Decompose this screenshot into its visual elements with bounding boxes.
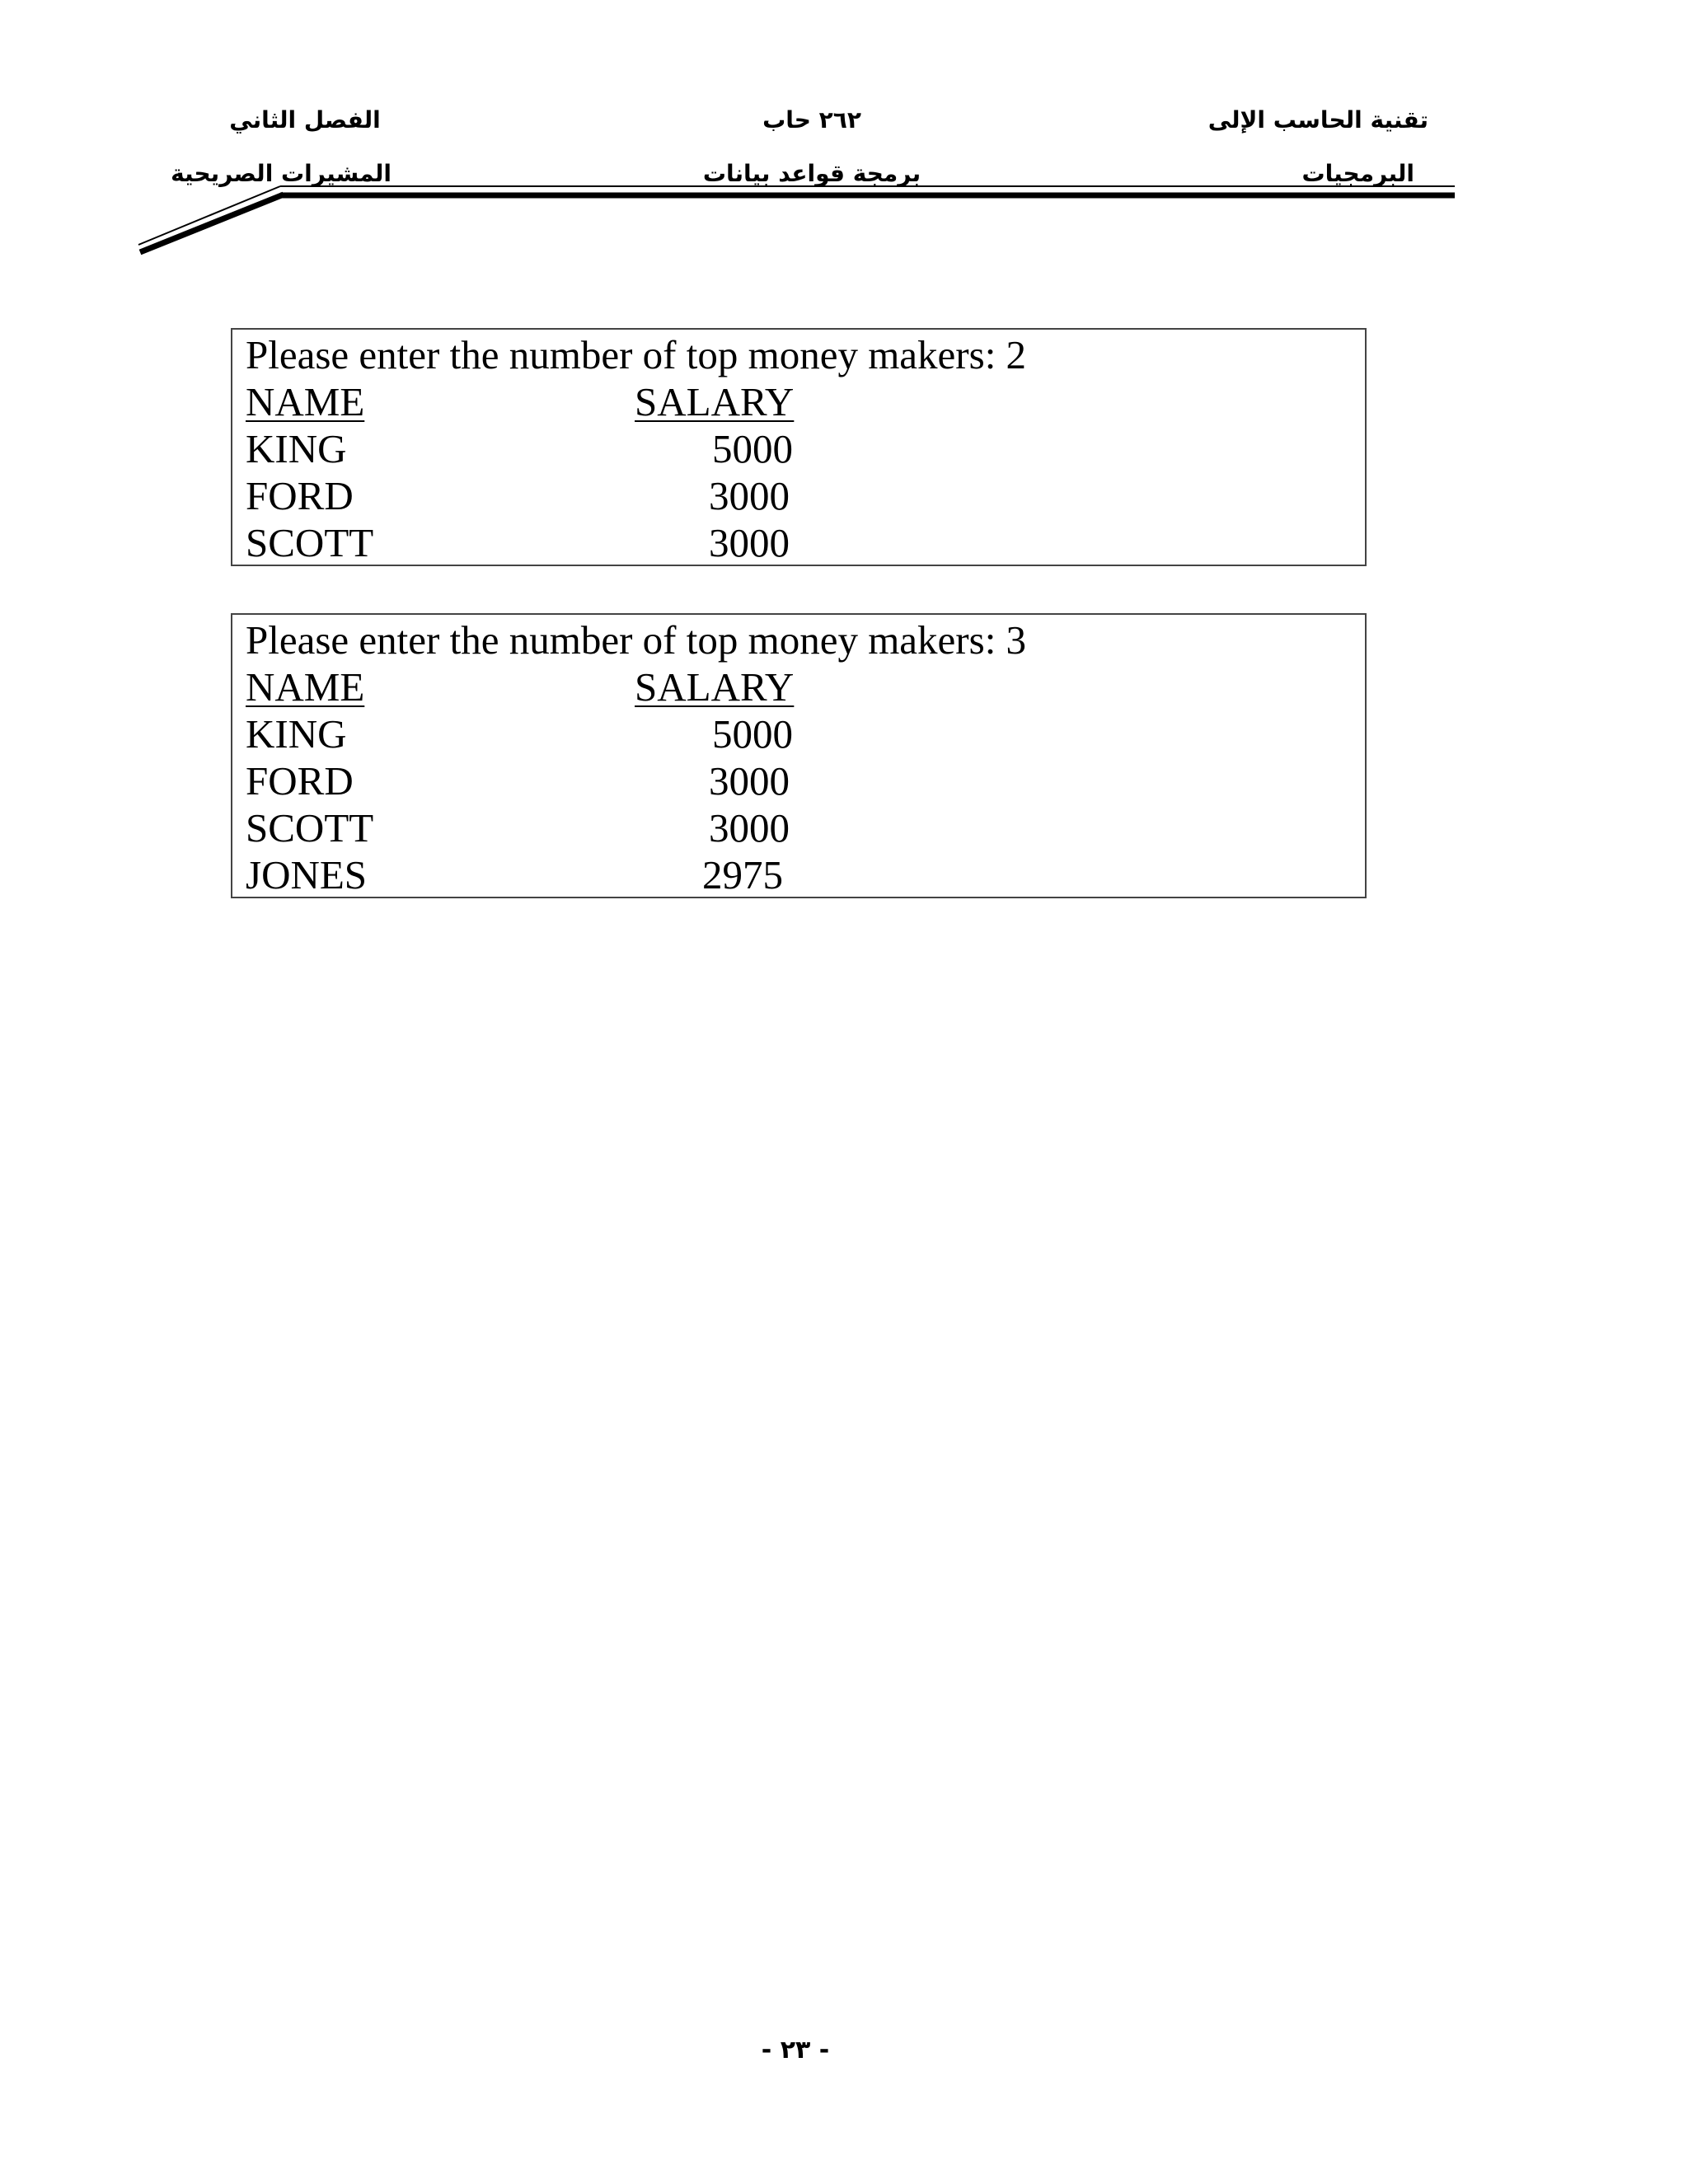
table-row bbox=[246, 851, 1365, 898]
column-header-salary: SALARY bbox=[635, 379, 795, 424]
employee-salary: 5000 bbox=[712, 711, 793, 757]
table-row bbox=[246, 804, 1365, 851]
employee-salary: 3000 bbox=[709, 473, 790, 518]
column-header-name: NAME bbox=[246, 664, 365, 710]
employee-name: SCOTT bbox=[246, 805, 374, 851]
header-chapter-title: المشيرات الصريحية bbox=[171, 160, 392, 187]
header-chapter: الفصل الثاني bbox=[229, 106, 381, 134]
table-row bbox=[246, 472, 1365, 519]
table-row bbox=[246, 757, 1365, 804]
employee-name: JONES bbox=[246, 852, 368, 898]
sql-output-box-1 bbox=[231, 328, 1367, 566]
header-rule bbox=[0, 0, 1688, 272]
header-department: البرمجيات bbox=[1301, 160, 1414, 187]
header-course-code: ٢٦٢ حاب bbox=[762, 106, 861, 134]
header-course-title: تقنية الحاسب الإلى bbox=[1207, 106, 1428, 134]
column-header-salary: SALARY bbox=[635, 664, 795, 710]
sql-output-box-2 bbox=[231, 613, 1367, 898]
employee-salary: 3000 bbox=[709, 805, 790, 851]
prompt-text: Please enter the number of top money makers: 3 bbox=[246, 617, 1027, 663]
table-row bbox=[246, 710, 1365, 757]
employee-salary: 3000 bbox=[709, 758, 790, 804]
column-header-name: NAME bbox=[246, 379, 365, 424]
employee-salary: 5000 bbox=[712, 426, 793, 471]
employee-name: KING bbox=[246, 426, 347, 471]
table-row bbox=[246, 519, 1365, 566]
employee-name: FORD bbox=[246, 758, 354, 804]
employee-name: SCOTT bbox=[246, 520, 374, 565]
page-number: - ٢٣ - bbox=[761, 2036, 830, 2064]
employee-name: KING bbox=[246, 711, 347, 757]
header-course-name: برمجة قواعد بيانات bbox=[702, 160, 921, 187]
employee-salary: 2975 bbox=[702, 852, 783, 898]
employee-salary: 3000 bbox=[709, 520, 790, 565]
table-row bbox=[246, 425, 1365, 472]
prompt-text: Please enter the number of top money makers: 2 bbox=[246, 332, 1027, 377]
employee-name: FORD bbox=[246, 473, 354, 518]
